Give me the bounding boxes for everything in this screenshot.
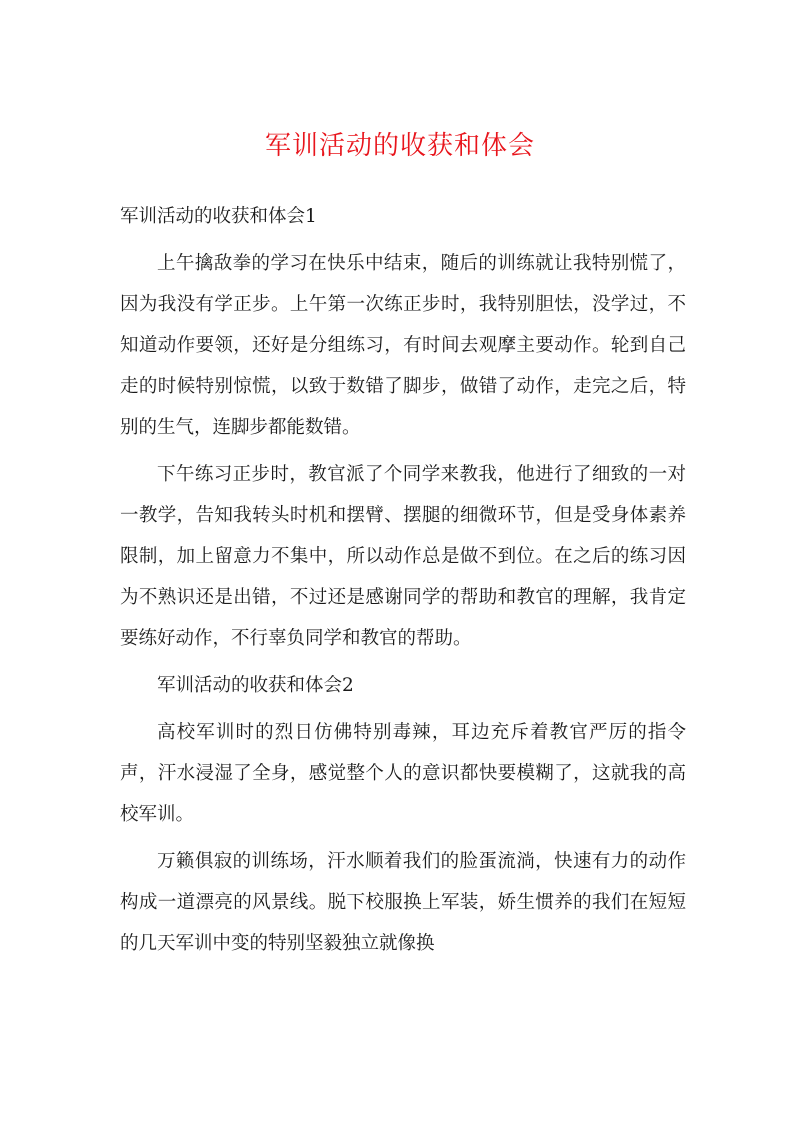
paragraph: 上午擒敌拳的学习在快乐中结束，随后的训练就让我特别慌了，因为我没有学正步。上午第一次练正步时，我特别胆怯，没学过，不知道动作要领，还好是分组练习，有时间去观摩主要动作。轮到自己走的时候特别惊慌，以致于数错了脚步，做错了动作，走完之后，特别的生气，连脚步都能数错。	[120, 253, 686, 438]
document-body	[120, 196, 686, 970]
paragraph: 万籁俱寂的训练场，汗水顺着我们的脸蛋流淌，快速有力的动作构成一道漂亮的风景线。脱下校服换上军装，娇生惯养的我们在短短的几天军训中变的特别坚毅独立就像换	[120, 851, 686, 954]
section-heading-1: 军训活动的收获和体会1	[120, 206, 317, 227]
document-title: 军训活动的收获和体会	[264, 131, 535, 161]
paragraph: 高校军训时的烈日仿佛特别毒辣，耳边充斥着教官严厉的指令声，汗水浸湿了全身，感觉整个人的意识都快要模糊了，这就我的高校军训。	[120, 722, 686, 825]
paragraph: 下午练习正步时，教官派了个同学来教我，他进行了细致的一对一教学，告知我转头时机和摆臂、摆腿的细微环节，但是受身体素养限制，加上留意力不集中，所以动作总是做不到位。在之后的练习因为不熟识还是出错，不过还是感谢同学的帮助和教官的理解，我肯定要练好动作，不行辜负同学和教官的帮助。	[120, 464, 686, 649]
section-heading-2: 军训活动的收获和体会2	[157, 675, 354, 696]
